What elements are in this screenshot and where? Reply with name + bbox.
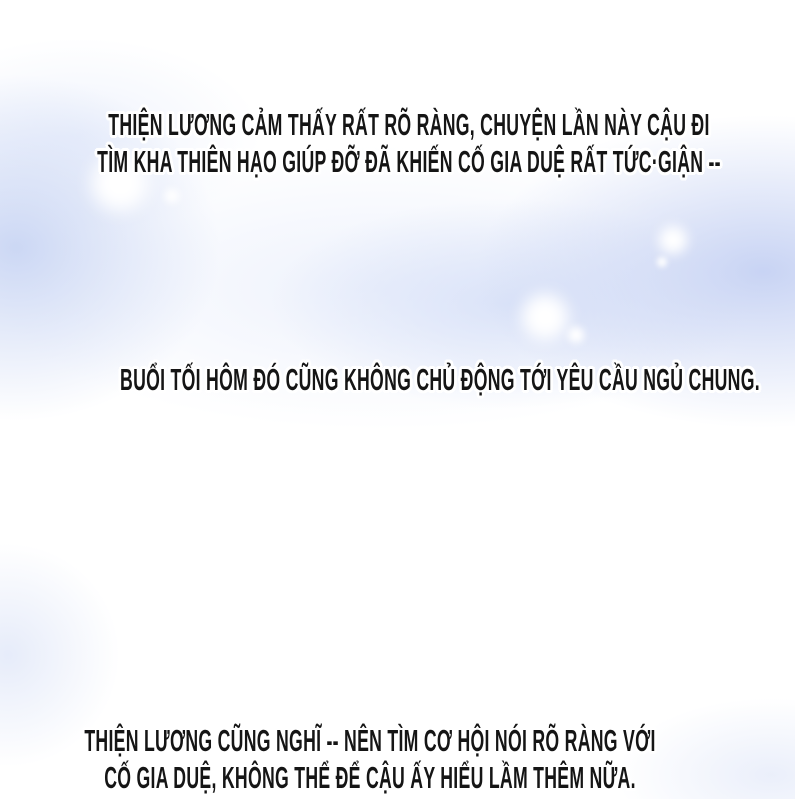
caption-text-line: BUỔI TỐI HÔM ĐÓ CŨNG KHÔNG CHỦ ĐỘNG TỚI YÊU CẦU NGỦ CHUNG. xyxy=(119,362,760,397)
bokeh-light xyxy=(568,327,584,343)
bokeh-light xyxy=(659,226,687,254)
caption-narration-top xyxy=(98,106,722,180)
caption-text-line: THIỆN LƯƠNG CẢM THẤY RẤT RÕ RÀNG, CHUYỆN LẦN NÀY CẬU ĐI xyxy=(108,107,711,142)
caption-text-line: TÌM KHA THIÊN HẠO GIÚP ĐỠ ĐÃ KHIẾN CỐ GIA DUỆ RẤT TỨC·GIẬN -- xyxy=(97,144,722,179)
bokeh-light xyxy=(165,189,179,203)
caption-narration-bottom xyxy=(85,722,656,796)
bokeh-light xyxy=(657,257,667,267)
caption-text-line: CỐ GIA DUỆ, KHÔNG THỂ ĐỂ CẬU ẤY HIỂU LẦM THÊM NỮA. xyxy=(104,760,637,795)
caption-text-line: THIỆN LƯƠNG CŨNG NGHĨ -- NÊN TÌM CƠ HỘI NÓI RÕ RÀNG VỚI xyxy=(84,723,657,758)
caption-narration-middle xyxy=(120,361,760,398)
bokeh-light xyxy=(522,294,568,340)
